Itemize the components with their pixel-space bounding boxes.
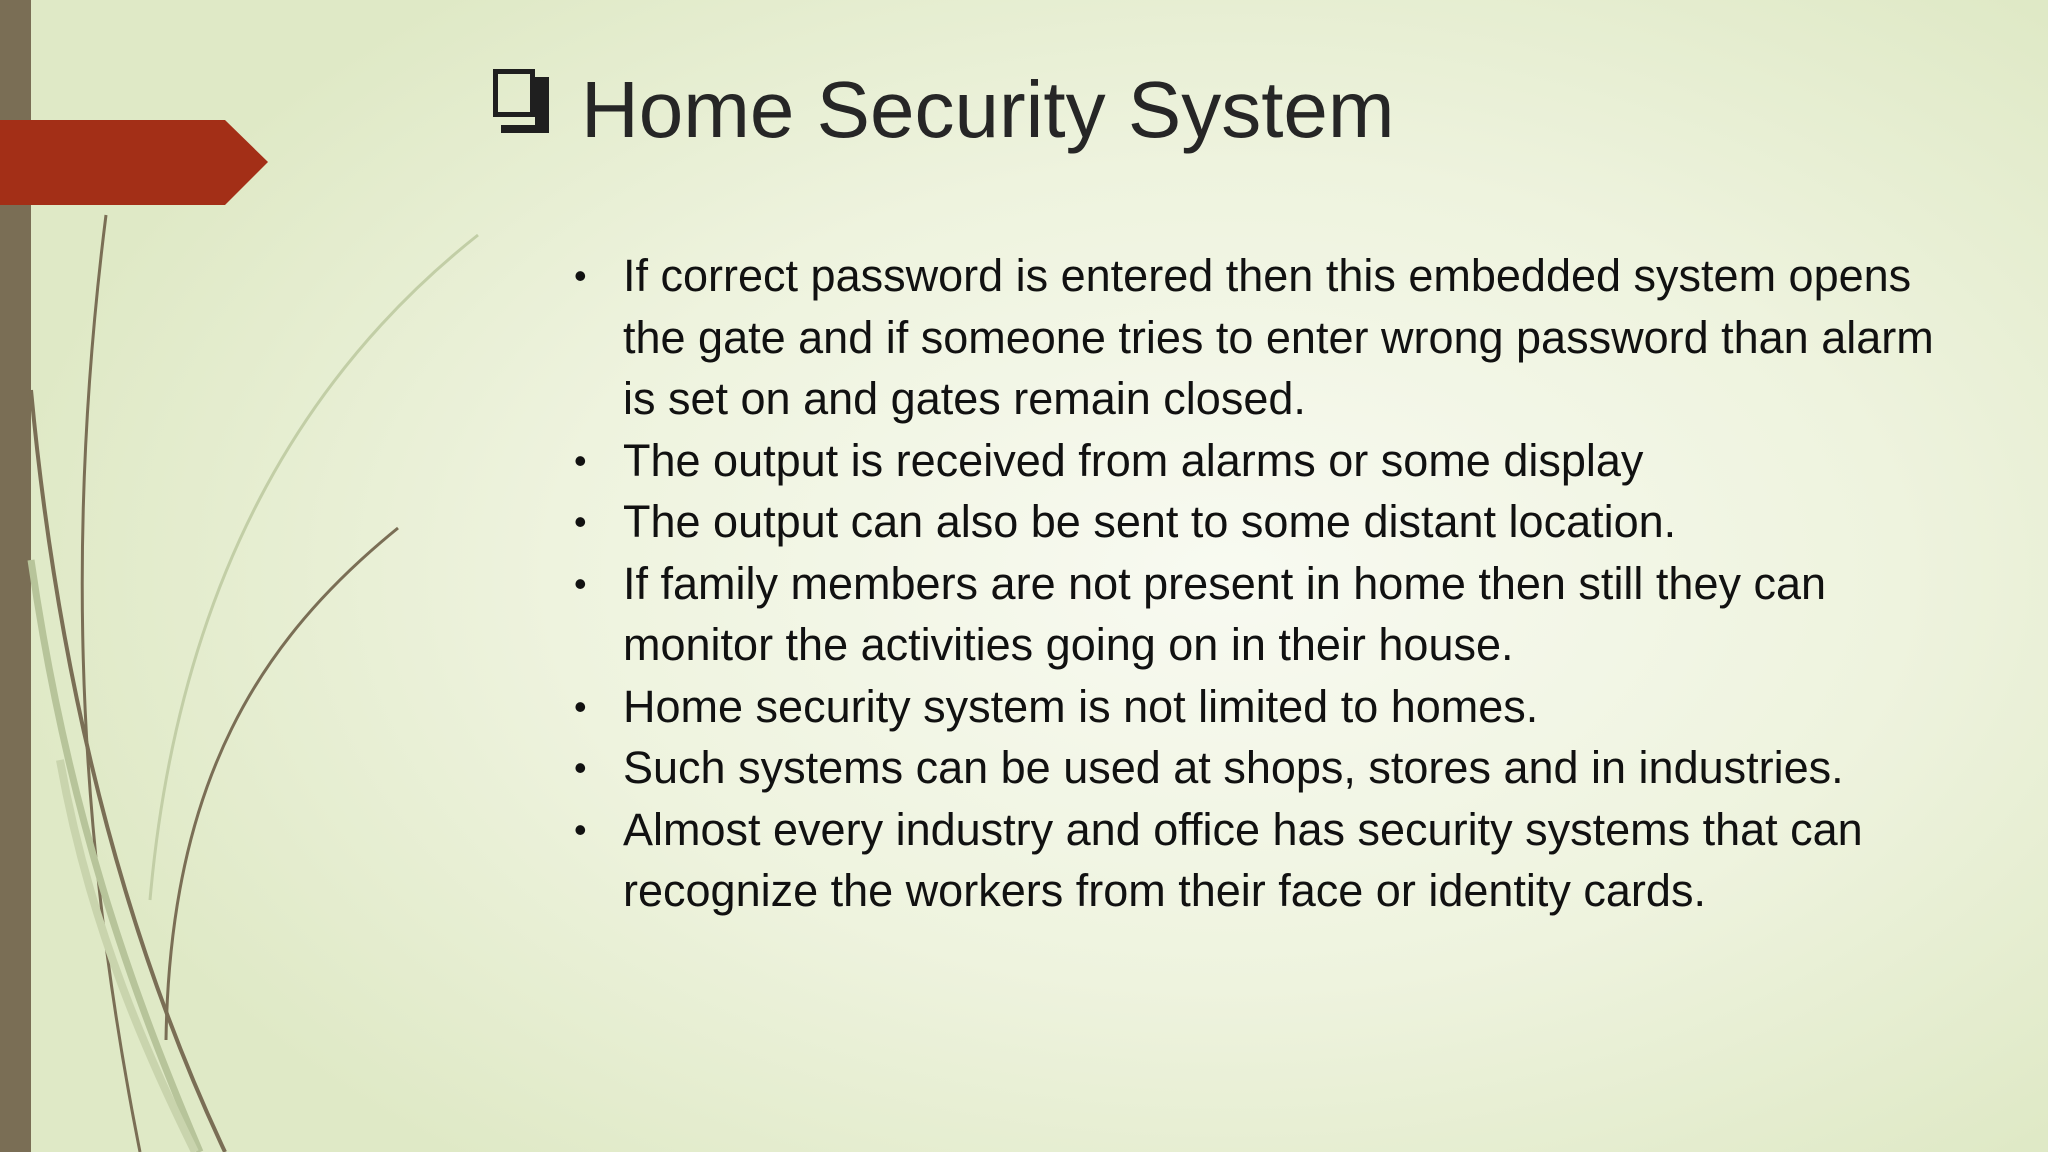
bullet-dot: • bbox=[574, 562, 587, 604]
bullet-text: If family members are not present in home then still they can monitor the activities going on in their house. bbox=[623, 557, 1827, 670]
red-tab-marker bbox=[0, 120, 268, 205]
title-text: Home Security System bbox=[581, 65, 1395, 154]
list-item bbox=[574, 491, 1974, 553]
list-item bbox=[574, 676, 1974, 738]
bullet-text: The output is received from alarms or some display bbox=[623, 434, 1644, 486]
slide-title bbox=[493, 60, 1395, 160]
bullet-dot: • bbox=[574, 747, 587, 788]
bullet-text: Almost every industry and office has security systems that can recognize the workers from their face or identity cards. bbox=[623, 803, 1863, 916]
bullet-dot: • bbox=[574, 255, 587, 296]
bullet-text: If correct password is entered then this embedded system opens the gate and if someone tries to enter wrong password than alarm is set on and gates remain closed. bbox=[623, 250, 1934, 424]
bullet-dot: • bbox=[574, 808, 587, 850]
bullet-text: Home security system is not limited to homes. bbox=[623, 680, 1539, 732]
bullet-text: Such systems can be used at shops, stores and in industries. bbox=[623, 742, 1844, 793]
list-item bbox=[574, 430, 1974, 492]
list-item bbox=[574, 737, 1974, 799]
bullet-list bbox=[574, 245, 1974, 922]
checkbox-bullet-icon bbox=[493, 69, 551, 135]
bullet-dot: • bbox=[574, 685, 587, 727]
bullet-dot: • bbox=[574, 501, 587, 542]
bullet-dot: • bbox=[574, 439, 587, 481]
list-item bbox=[574, 245, 1974, 430]
list-item bbox=[574, 553, 1974, 676]
bullet-text: The output can also be sent to some distant location. bbox=[623, 496, 1677, 547]
list-item bbox=[574, 799, 1974, 922]
